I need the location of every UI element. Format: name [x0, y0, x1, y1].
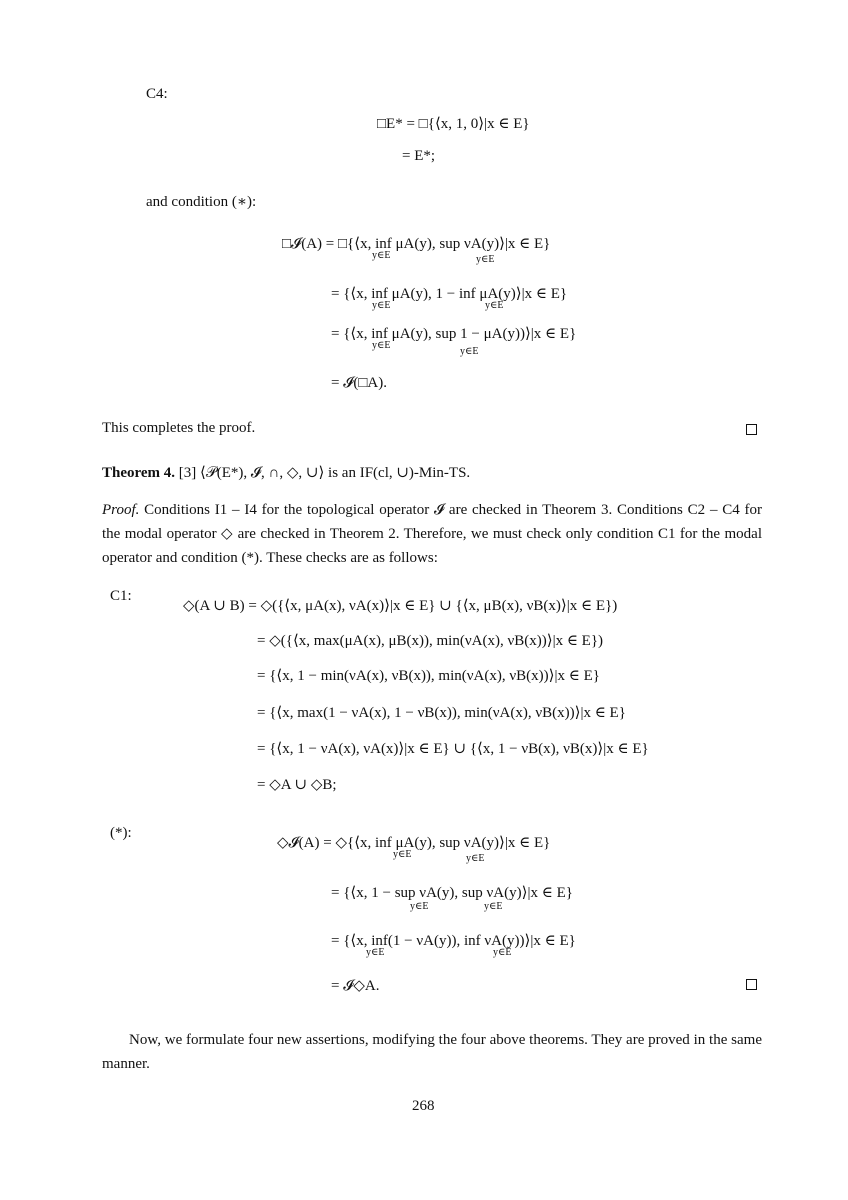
star-eq-line3-sub2: y∈E: [493, 947, 512, 958]
star-eq-line2-sub2: y∈E: [484, 901, 503, 912]
box-eq-line3-sub2: y∈E: [460, 346, 479, 357]
theorem-statement: ⟨𝒫(E*), 𝓘, ∩, ◇, ∪⟩ is an IF(cl, ∪)-Min-TS.: [200, 465, 471, 481]
theorem-label: Theorem 4.: [102, 465, 176, 481]
c4-equation-line1: □E* = □{⟨x, 1, 0⟩|x ∈ E}: [377, 116, 530, 132]
box-eq-line2-sub2: y∈E: [485, 300, 504, 311]
star-eq-line1-sub1: y∈E: [393, 849, 412, 860]
proof-text: Conditions I1 – I4 for the topological operator 𝓘 are checked in Theorem 3. Conditions C2 – C4 for the modal operator ◇ are checked in Theorem 2. Therefore, we must check only condition C1 for the modal operator and condition (*). These checks are as follows:: [102, 502, 762, 566]
star-eq-line3-sub1: y∈E: [366, 947, 385, 958]
qed-symbol-2: [746, 979, 757, 990]
star-label: (*):: [110, 825, 132, 841]
theorem-ref: [3]: [178, 465, 197, 481]
box-eq-line3: = {⟨x, inf μA(y), sup 1 − μA(y))⟩|x ∈ E}: [331, 326, 577, 342]
box-eq-line1-sub2: y∈E: [476, 254, 495, 265]
qed-symbol: [746, 424, 757, 435]
box-eq-line2-sub1: y∈E: [372, 300, 391, 311]
c1-eq-line6: = ◇A ∪ ◇B;: [257, 777, 337, 793]
box-eq-line1: □𝓘(A) = □{⟨x, inf μA(y), sup νA(y)⟩|x ∈ E}: [282, 236, 551, 252]
proof-paragraph: [102, 498, 762, 570]
closing-paragraph: Now, we formulate four new assertions, modifying the four above theorems. They are proved in the same manner.: [102, 1032, 762, 1072]
c1-eq-line4: = {⟨x, max(1 − νA(x), 1 − νB(x)), min(νA(x), νB(x))⟩|x ∈ E}: [257, 705, 626, 721]
star-eq-line2: = {⟨x, 1 − sup νA(y), sup νA(y)⟩|x ∈ E}: [331, 885, 573, 901]
c1-eq-line1: ◇(A ∪ B) = ◇({⟨x, μA(x), νA(x)⟩|x ∈ E} ∪ {⟨x, μB(x), νB(x)⟩|x ∈ E}): [183, 598, 618, 614]
star-eq-line1: ◇𝓘(A) = ◇{⟨x, inf μA(y), sup νA(y)⟩|x ∈ E}: [277, 835, 551, 851]
c1-eq-line2: = ◇({⟨x, max(μA(x), μB(x)), min(νA(x), νB(x))⟩|x ∈ E}): [257, 633, 604, 649]
box-eq-line4: = 𝓘(□A).: [331, 375, 387, 391]
star-eq-line1-sub2: y∈E: [466, 853, 485, 864]
c1-eq-line3: = {⟨x, 1 − min(νA(x), νB(x)), min(νA(x), νB(x))⟩|x ∈ E}: [257, 668, 600, 684]
c1-eq-line5: = {⟨x, 1 − νA(x), νA(x)⟩|x ∈ E} ∪ {⟨x, 1 − νB(x), νB(x)⟩|x ∈ E}: [257, 741, 649, 757]
box-eq-line2: = {⟨x, inf μA(y), 1 − inf μA(y)⟩|x ∈ E}: [331, 286, 568, 302]
theorem-4: [102, 463, 470, 482]
star-eq-line3: = {⟨x, inf(1 − νA(y)), inf νA(y))⟩|x ∈ E}: [331, 933, 576, 949]
completes-text: This completes the proof.: [102, 420, 256, 436]
star-eq-line2-sub1: y∈E: [410, 901, 429, 912]
c4-label: C4:: [146, 86, 168, 102]
c4-equation-line2: = E*;: [402, 148, 436, 164]
box-eq-line1-sub1: y∈E: [372, 250, 391, 261]
c1-label: C1:: [110, 588, 132, 604]
condition-star-intro: and condition (∗):: [146, 194, 257, 210]
page-number: 268: [412, 1098, 435, 1114]
star-eq-line4: = 𝓘◇A.: [331, 978, 380, 994]
proof-label: Proof.: [102, 502, 140, 518]
box-eq-line3-sub1: y∈E: [372, 340, 391, 351]
